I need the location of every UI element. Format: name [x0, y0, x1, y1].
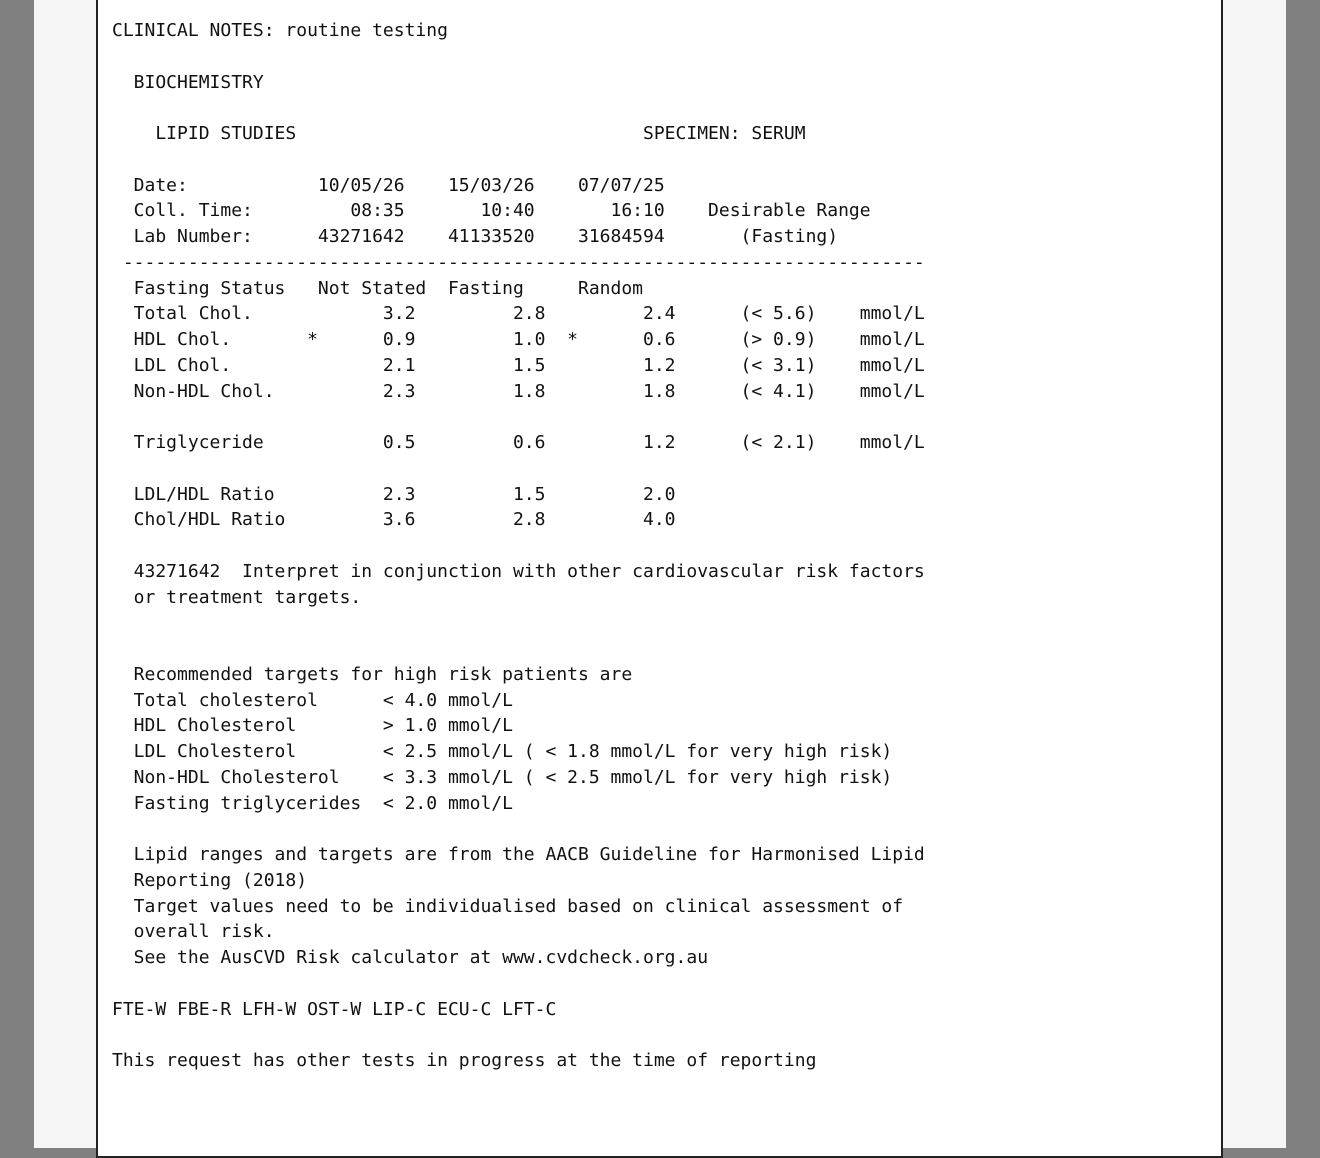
report-line: LDL/HDL Ratio 2.3 1.5 2.0: [112, 483, 676, 505]
report-line: [112, 533, 925, 559]
report-line: [112, 456, 925, 482]
report-line: Total cholesterol < 4.0 mmol/L: [112, 689, 513, 711]
report-line: HDL Cholesterol > 1.0 mmol/L: [112, 715, 513, 737]
report-line: [112, 971, 925, 997]
report-line: [112, 816, 925, 842]
report-line: [112, 404, 925, 430]
report-line: [112, 147, 925, 173]
report-line: [112, 95, 925, 121]
report-line: Total Chol. 3.2 2.8 2.4 (< 5.6) mmol/L: [112, 303, 925, 325]
report-line: Lipid ranges and targets are from the AACB Guideline for Harmonised Lipid: [112, 844, 925, 865]
report-line: Target values need to be individualised based on clinical assessment of: [112, 895, 904, 917]
report-line: [112, 610, 925, 636]
report-line: Lab Number: 43271642 41133520 31684594 (Fasting): [112, 226, 839, 247]
report-line: HDL Chol. * 0.9 1.0 * 0.6 (> 0.9) mmol/L: [112, 329, 925, 350]
report-line: LDL Cholesterol < 2.5 mmol/L ( < 1.8 mmol/L for very high risk): [112, 741, 893, 762]
report-line: Reporting (2018): [112, 869, 308, 891]
report-line: See the AusCVD Risk calculator at www.cvdcheck.org.au: [112, 947, 709, 968]
report-line: BIOCHEMISTRY: [112, 71, 264, 93]
report-line: overall risk.: [112, 921, 275, 943]
lab-report-text: [112, 18, 925, 1074]
report-line: [112, 636, 925, 662]
report-line: FTE-W FBE-R LFH-W OST-W LIP-C ECU-C LFT-C: [112, 998, 557, 1020]
report-line: 43271642 Interpret in conjunction with other cardiovascular risk factors: [112, 560, 925, 582]
report-line: or treatment targets.: [112, 586, 362, 608]
report-line: --------------------------------------------------------------------------: [112, 251, 925, 273]
report-line: Date: 10/05/26 15/03/26 07/07/25: [112, 174, 665, 196]
report-line: [112, 44, 925, 70]
report-line: Recommended targets for high risk patients are: [112, 663, 633, 685]
report-line: This request has other tests in progress at the time of reporting: [112, 1050, 817, 1071]
report-line: CLINICAL NOTES: routine testing: [112, 20, 448, 41]
report-line: Fasting Status Not Stated Fasting Random: [112, 277, 644, 299]
report-line: Triglyceride 0.5 0.6 1.2 (< 2.1) mmol/L: [112, 432, 925, 453]
report-line: LDL Chol. 2.1 1.5 1.2 (< 3.1) mmol/L: [112, 354, 925, 376]
report-line: Fasting triglycerides < 2.0 mmol/L: [112, 792, 513, 814]
report-line: Non-HDL Chol. 2.3 1.8 1.8 (< 4.1) mmol/L: [112, 380, 925, 402]
report-line: [112, 1022, 925, 1048]
report-line: Chol/HDL Ratio 3.6 2.8 4.0: [112, 509, 676, 531]
report-line: LIPID STUDIES SPECIMEN: SERUM: [112, 123, 806, 144]
report-line: Coll. Time: 08:35 10:40 16:10 Desirable Range: [112, 200, 871, 222]
report-line: Non-HDL Cholesterol < 3.3 mmol/L ( < 2.5 mmol/L for very high risk): [112, 766, 893, 788]
